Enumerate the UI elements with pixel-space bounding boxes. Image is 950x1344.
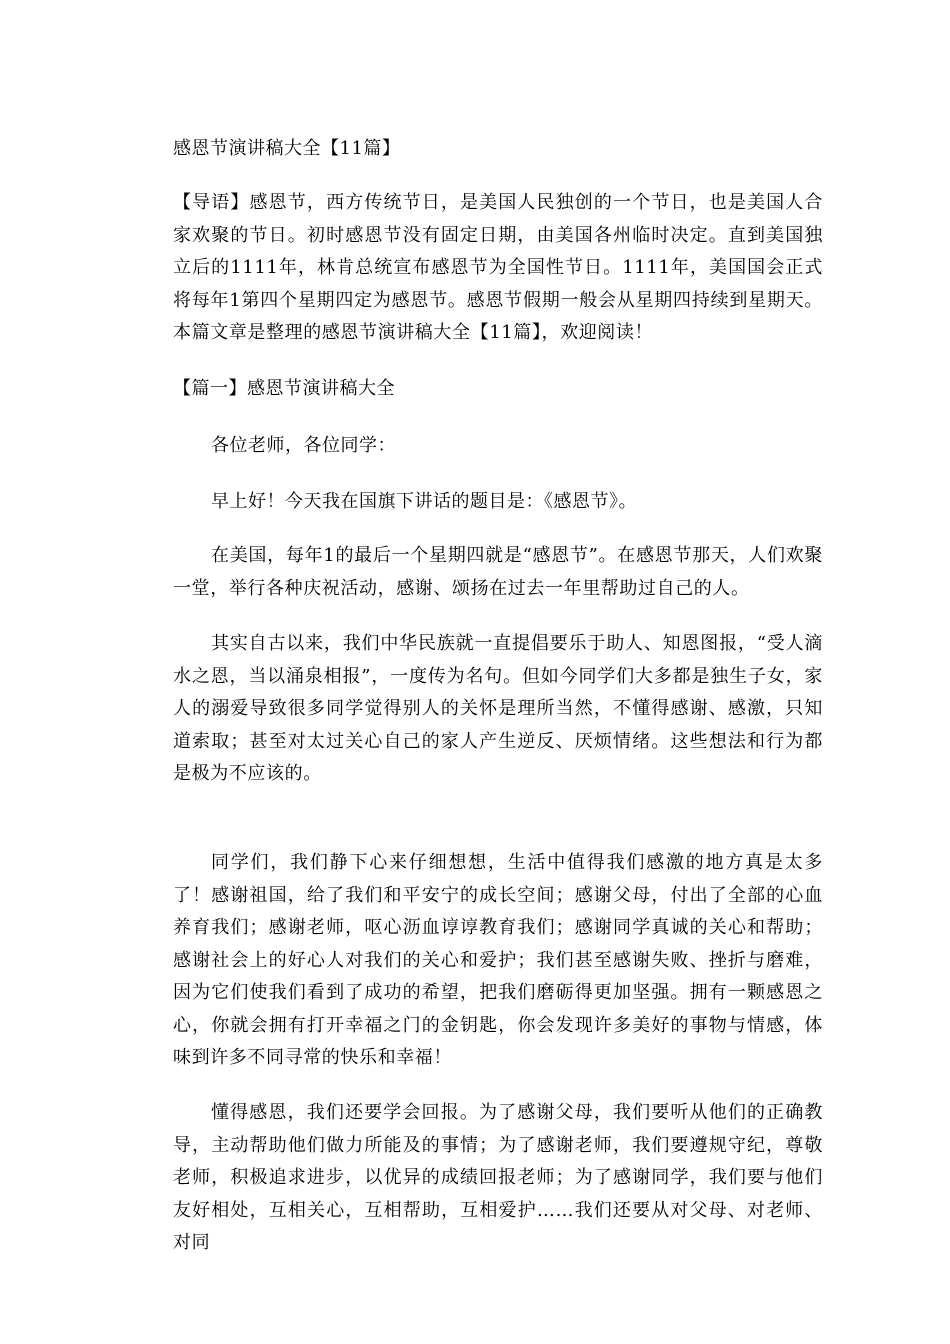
body-paragraph-4: 懂得感恩，我们还要学会回报。为了感谢父母，我们要听从他们的正确教导，主动帮助他们做力所能及的事情；为了感谢老师，我们要遵规守纪，尊敬老师，积极追求进步，以优异的成绩回报老师；为了感谢同学，我们要与他们友好相处，互相关心，互相帮助，互相爱护……我们还要从对父母、对老师、对同 <box>173 1102 823 1253</box>
section-heading: 【篇一】感恩节演讲稿大全 <box>173 378 395 399</box>
intro-paragraph: 【导语】感恩节，西方传统节日，是美国人民独创的一个节日，也是美国人合家欢聚的节日。初时感恩节没有固定日期，由美国各州临时决定。直到美国独立后的1111年，林肯总统宣布感恩节为全国性节日。1111年，美国国会正式将每年1第四个星期四定为感恩节。感恩节假期一般会从星期四持续到星期天。本篇文章是整理的感恩节演讲稿大全【11篇】，欢迎阅读！ <box>173 192 823 343</box>
body-paragraph-3: 同学们，我们静下心来仔细想想，生活中值得我们感激的地方真是太多了！感谢祖国，给了我们和平安宁的成长空间；感谢父母，付出了全部的心血养育我们；感谢老师，呕心沥血谆谆教育我们；感谢同学真诚的关心和帮助；感谢社会上的好心人对我们的关心和爱护；我们甚至感谢失败、挫折与磨难，因为它们使我们看到了成功的希望，把我们磨砺得更加坚强。拥有一颗感恩之心，你就会拥有打开幸福之门的金钥匙，你会发现许多美好的事物与情感，体味到许多不同寻常的快乐和幸福！ <box>173 852 823 1068</box>
greeting-line: 各位老师，各位同学： <box>211 435 396 456</box>
body-paragraph-2: 其实自古以来，我们中华民族就一直提倡要乐于助人、知恩图报，“受人滴水之恩，当以涌泉相报”，一度传为名句。但如今同学们大多都是独生子女，家人的溺爱导致很多同学觉得别人的关怀是理所当然，不懂得感谢、感激，只知道索取；甚至对太过关心自己的家人产生逆反、厌烦情绪。这些想法和行为都是极为不应该的。 <box>173 633 823 784</box>
document-title: 感恩节演讲稿大全【11篇】 <box>173 138 401 159</box>
body-paragraph-1: 在美国，每年1的最后一个星期四就是“感恩节”。在感恩节那天，人们欢聚一堂，举行各种庆祝活动，感谢、颂扬在过去一年里帮助过自己的人。 <box>173 545 823 599</box>
opening-line: 早上好！今天我在国旗下讲话的题目是：《感恩节》。 <box>211 491 637 512</box>
